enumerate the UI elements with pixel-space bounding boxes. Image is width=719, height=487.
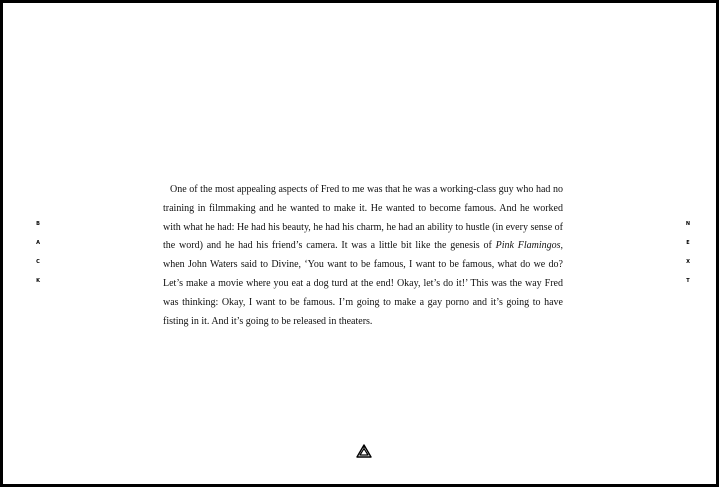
paragraph <box>163 181 563 331</box>
back-letter: C <box>36 259 40 265</box>
next-letter: T <box>686 278 690 284</box>
film-title: Pink Flamingos <box>495 240 561 252</box>
back-letter: A <box>36 240 40 246</box>
next-letter: N <box>685 221 691 227</box>
next-button[interactable] <box>681 215 695 291</box>
back-button[interactable] <box>31 215 45 291</box>
back-letter: B <box>36 221 40 227</box>
next-letter: X <box>686 259 690 265</box>
paragraph-text: One of the most appealing aspects of Fred to me was that he was a working-class guy who had no training in filmmaking and he wanted to make it. He wanted to become famous. And he worked with what he had: He had his beauty, he had his charm, he had an ability to hustle (in every sense of the word) and he had his friend’s camera. It was a little bit like the genesis of <box>163 184 563 252</box>
page-text <box>163 181 563 331</box>
triangle-logo-icon[interactable] <box>356 444 372 458</box>
paragraph-text: , when John Waters said to Divine, ‘You want to be famous, I want to be famous, what do we do? Let’s make a movie where you eat a dog turd at the end! Okay, let’s do it!’ This was the way Fred was thinking: Okay, I want to be famous. I’m going to make a gay porno and it’s going to have fisting in it. And it’s going to be released in theaters. <box>163 240 563 327</box>
next-letter: E <box>686 240 690 246</box>
back-letter: K <box>36 278 40 284</box>
